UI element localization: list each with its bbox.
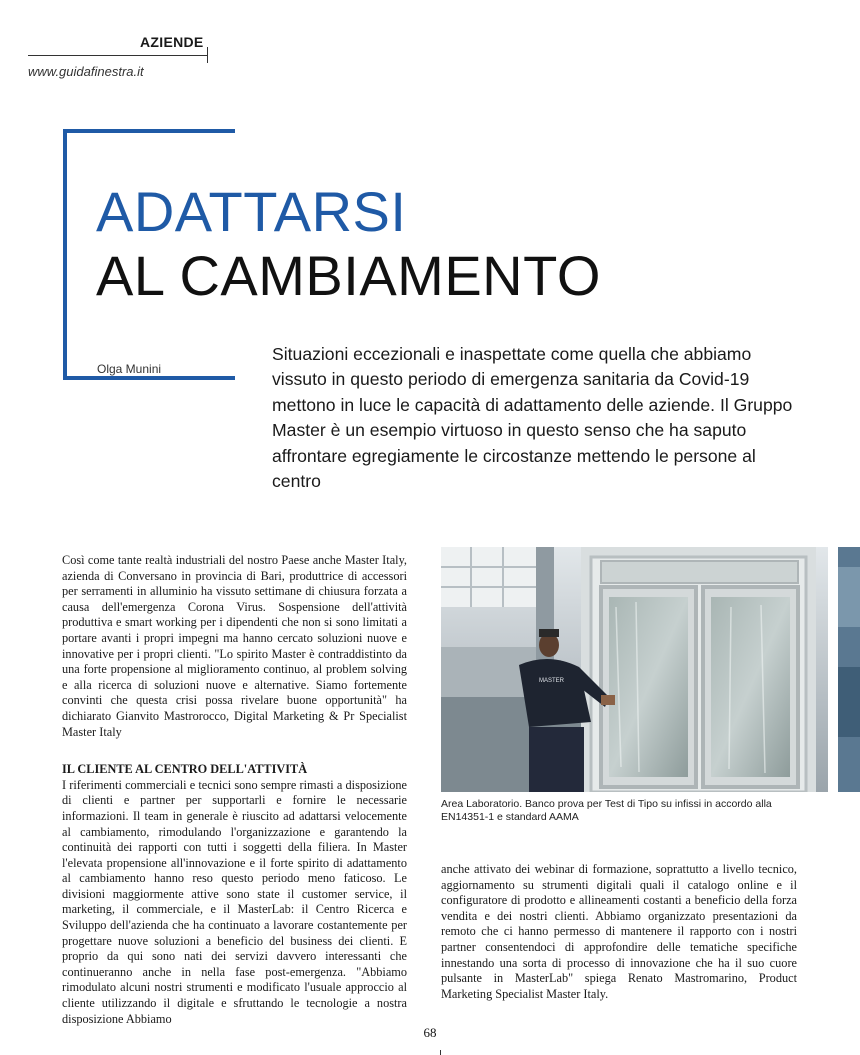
adjacent-photo-edge: [838, 547, 860, 792]
author-name: Olga Munini: [97, 362, 162, 376]
section-label: AZIENDE: [140, 34, 204, 50]
footer-rule: [440, 1050, 441, 1055]
lead-paragraph: [272, 342, 802, 494]
body-paragraph-1: Così come tante realtà industriali del nostro Paese anche Master Italy, azienda di Conversano in provincia di Bari, produttrice di accessori per serramenti in alluminio ha vissuto settimane di chiusura forzata a causa dell'emergenza Corona Virus. Sospensione dell'attività produttiva e smart working per i dipendenti che non si sono limitati a portare avanti i propri impegni ma hanno cercato soluzioni nuove e innovative per i propri clienti. "Lo spirito Master è contraddistinto da una forte propensione al miglioramento continuo, al problem solving e alla ricerca di soluzioni nuove e alternative. Siamo fortemente convinti che questa crisi possa rivelare buone opportunità" ha dichiarato Gianvito Mastrorocco, Digital Marketing & Pr Specialist Master Italy: [62, 553, 407, 739]
article-title-line1: ADATTARSI: [96, 180, 407, 243]
page-number: 68: [423, 1025, 437, 1040]
title-frame-top: [63, 129, 235, 133]
body-column-right: [441, 862, 797, 1002]
photo-caption: Area Laboratorio. Banco prova per Test di Tipo su infissi in accordo alla EN14351-1 e standard AAMA: [441, 798, 772, 823]
lead-text: Situazioni eccezionali e inaspettate come quella che abbiamo vissuto in questo periodo di emergenza sanitaria da Covid-19 mettono in luce le capacità di adattamento delle aziende. Il Gruppo Master è un esempio virtuoso in questo senso che ha saputo affrontare egregiamente le circostanze mettendo le persone al centro: [272, 344, 793, 492]
body-paragraph-3: anche attivato dei webinar di formazione, soprattutto a livello tecnico, aggiornamento su strumenti digitali quali il catalogo online e il configuratore di prodotto e allineamenti costanti a beneficio della forza vendita e dei nostri clienti. Abbiamo organizzato presentazioni da remoto che ci hanno permesso di mantenere il rapporto con i nostri partner consentendoci di approfondire delle tematiche specifiche innestando una sorta di processo di innovazione che ha il suo cuore pulsante in MasterLab" spiega Renato Mastromarino, Product Marketing Specialist Master Italy.: [441, 862, 797, 1001]
site-url: www.guidafinestra.it: [28, 64, 144, 79]
laboratory-photo: [441, 547, 828, 792]
article-title-line2: AL CAMBIAMENTO: [96, 244, 601, 307]
section-subheading: IL CLIENTE AL CENTRO DELL'ATTIVITÀ: [62, 762, 308, 777]
title-frame-bottom: [63, 376, 235, 380]
header-rule-tick: [207, 47, 208, 63]
title-frame-left: [63, 129, 67, 379]
body-column-left: [62, 553, 407, 1027]
shirt-logo-text: MASTER: [539, 678, 565, 684]
header-rule: [28, 55, 208, 56]
body-paragraph-2: I riferimenti commerciali e tecnici sono sempre rimasti a disposizione di clienti e partner per supportarli e fornire le necessarie informazioni. Il team in generale è riuscito ad adattarsi velocemente al cambiamento, rimodulando l'organizzazione e garantendo la continuità dei rapporti con tutti i soggetti della filiera. In Master l'elevata propensione all'innovazione e il forte spirito di adattamento al cambiamento hanno reso questo periodo meno faticoso. Le divisioni maggiormente attive sono state il customer service, il marketing, il commerciale, e il MasterLab: il Centro Ricerca e Sviluppo dell'azienda che ha continuato a lavorare costantemente per progettare nuove soluzioni a beneficio del business dei clienti. E proprio da qui sono nati dei servizi davvero interessanti che continueranno anche in nella fase post-emergenza. "Abbiamo rimodulato alcuni nostri strumenti e modificato l'usuale approccio al cliente utilizzando il digitale e sfruttando le tecnologie a nostra disposizione Abbiamo: [62, 777, 407, 1026]
